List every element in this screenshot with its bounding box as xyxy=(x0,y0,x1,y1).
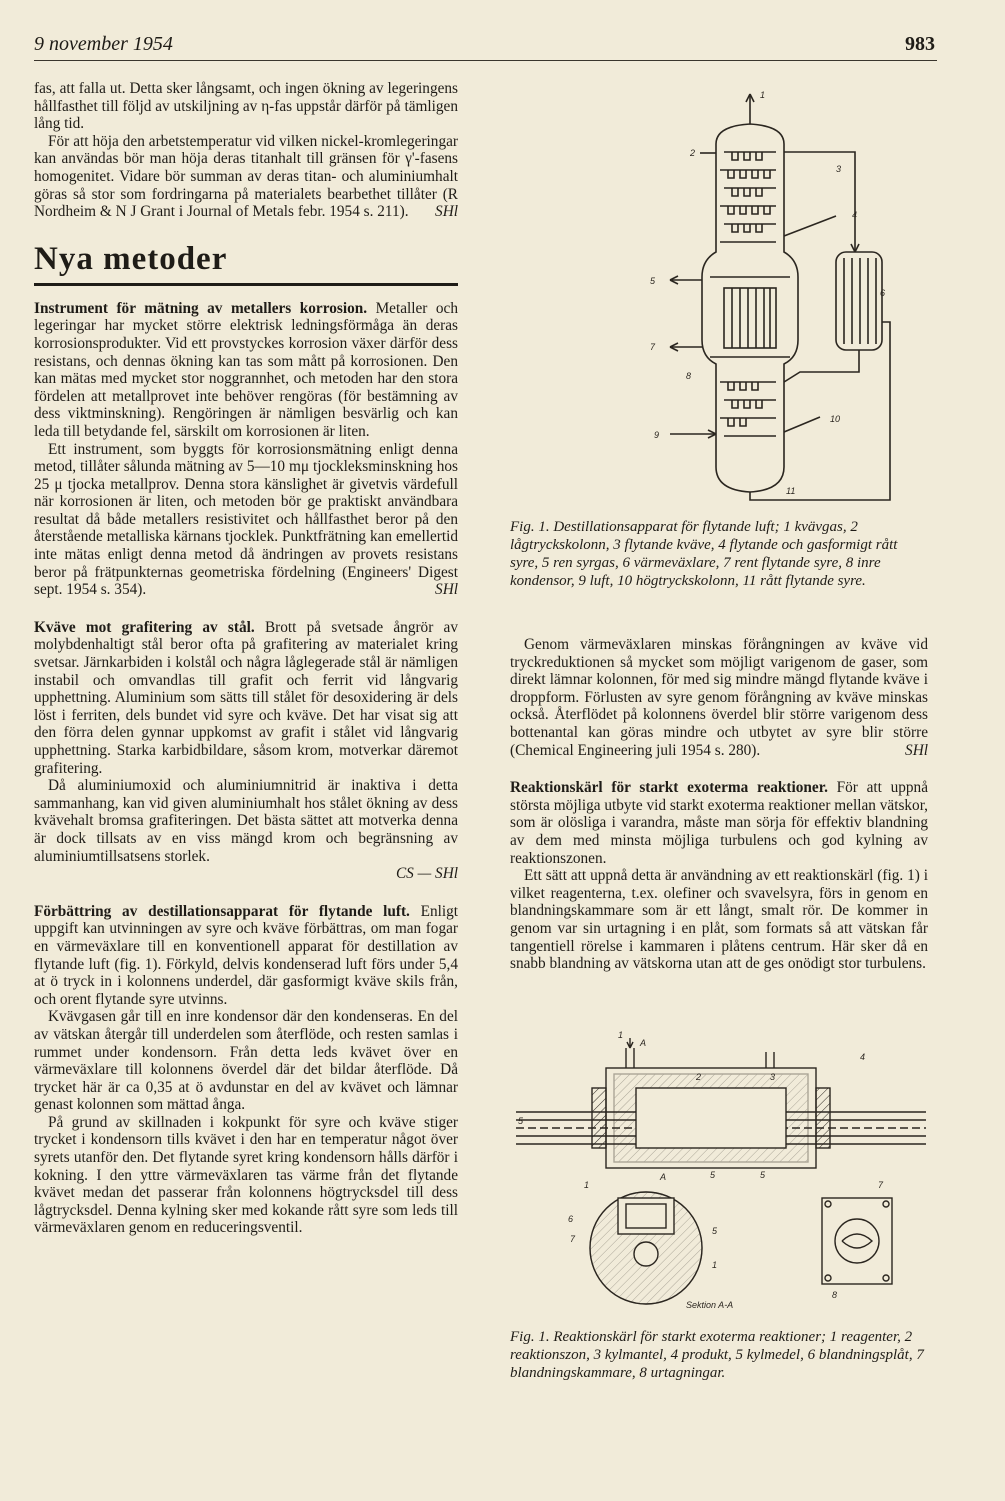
fig-bottom-label-5a: 5 xyxy=(710,1170,716,1180)
article-korrosion xyxy=(34,300,458,441)
fig-bottom-label-6: 6 xyxy=(568,1214,574,1224)
fig-top-label-4: 4 xyxy=(852,210,858,220)
fig-top-label-6: 6 xyxy=(880,288,886,298)
fig-top-label-1: 1 xyxy=(760,90,766,100)
header-date: 9 november 1954 xyxy=(34,33,173,55)
fig-bottom-label-7a: 7 xyxy=(878,1180,884,1190)
page-number: 983 xyxy=(905,33,935,55)
intro-paragraph-1: fas, att falla ut. Detta sker långsamt, och ingen ökning av legeringens hållfasthet till följd av utskiljning av η-fas uppstår därför på tämligen lång tid. xyxy=(34,80,458,133)
figure-bottom-caption: Fig. 1. Reaktionskärl för starkt exoterma reaktioner; 1 reagenter, 2 reaktionszon, 3 kylmantel, 4 produkt, 5 kylmedel, 6 blandningsplåt, 7 blandningskammare, 8 urtagningar. xyxy=(510,1329,924,1381)
left-column xyxy=(34,80,458,1237)
fig-top-label-2: 2 xyxy=(690,148,696,158)
intro-paragraph-2 xyxy=(34,133,458,221)
article-korrosion-p2: Ett instrument, som byggts för korrosionsmätning enligt denna metod, tillåter sålunda mätning av 5—10 mμ tjockleksminskning hos 25 μ tjocka metallprov. Denna stora känslighet är givetvis värdefull när korrosionen är liten, och metoden bör ge praktiskt användbara resultat då både metallers resistivitet och hållfasthet beror på den återstående metalliska kärnans tjocklek. Punktfrätning kan emellertid inte mätas enligt denna metod då ändringen av provets resistans beror på frätpunkternas geometriska fördelning (Engineers' Digest sept. 1954 s. 354). xyxy=(34,440,458,599)
reaction-vessel-figure xyxy=(506,1028,930,1318)
article-kvave-heading: Kväve mot grafitering av stål. xyxy=(34,618,255,636)
distillation-figure xyxy=(640,82,900,512)
fig-top-label-5: 5 xyxy=(650,276,656,286)
fig-bottom-label-A2: A xyxy=(660,1172,667,1182)
intro-signature: SHl xyxy=(435,203,458,221)
section-title: Nya metoder xyxy=(34,240,228,277)
article-kvave-signature: CS — SHl xyxy=(395,865,458,883)
article-destillation-p1: Enligt uppgift kan utvinningen av syre och kväve förbättras, om man fogar en värmeväxlare till en konventionell apparat för destillation av flytande luft (fig. 1). Förkyld, delvis kondenserad luft förs under 5,4 at ö tryck in i kolonnens underdel, där gasformigt kväve skils från, och orent flytande syre utvinns. xyxy=(34,902,459,1008)
fig-bottom-label-4: 4 xyxy=(860,1052,866,1062)
article-korrosion-p1: Metaller och legeringar har mycket större elektrisk ledningsförmåga än deras korrosionsprodukter. Vid ett provstyckes korrosion växer därför dess resistans, och dennas ökning kan tas som mått på korrosionen. Den kan mätas med mycket stor noggrannhet, och metoden har den stora fördelen att metallprovet inte behöver rengöras (för bestämning av dess viktminskning). Rengöringen är nämligen besvärlig och kan leda till betydande fel, särskilt om korrosionen är liten. xyxy=(34,299,458,440)
article-kvave-p2: Då aluminiumoxid och aluminiumnitrid är inaktiva i detta sammanhang, kan vid given aluminiumhalt hos stålet ökning av dess kvävehalt bromsa grafiteringen. Det bästa sättet att motverka denna är dock tillsats av en viss mängd krom och begränsning av aluminiumtillsatsens storlek. xyxy=(34,777,458,865)
fig-top-label-11: 11 xyxy=(786,486,796,496)
header-rule xyxy=(34,60,937,61)
fig-bottom-label-5b: 5 xyxy=(760,1170,766,1180)
fig-top-label-3: 3 xyxy=(836,164,842,174)
article-kvave-p1: Brott på svetsade ångrör av molybdenhaltigt stål beror ofta på grafitering av materialet kring svetsar. Järnkarbiden i kolstål och några låglegerade stål är nämligen instabil och omvandlas till grafit och ferrit vid långvarig upphettning. Aluminium som sätts till stålet för desoxidering är dels löst i ferriten, dels bundet vid syre och kväve. Det har visat sig att den förra delen gynnar uppkomst av grafit i stålet vid långvarig upphettning. Starka karbidbildare, såsom krom, motverkar däremot grafitering. xyxy=(34,618,458,777)
fig-bottom-label-1: 1 xyxy=(618,1030,624,1040)
article-destillation-p4-block xyxy=(510,636,928,759)
article-reaktionskarl-heading: Reaktionskärl för starkt exoterma reaktioner. xyxy=(510,779,828,797)
fig-bottom-label-7b: 7 xyxy=(570,1234,576,1244)
figure-top-caption: Fig. 1. Destillationsapparat för flytande luft; 1 kvävgas, 2 lågtryckskolonn, 3 flytande kväve, 4 flytande och gasformigt rått syre, 5 ren syrgas, 6 värmeväxlare, 7 rent flytande syre, 8 inre kondensor, 9 luft, 10 högtryckskolonn, 11 rått flytande syre. xyxy=(510,519,898,589)
article-reaktionskarl xyxy=(510,779,928,867)
article-destillation-p4: Genom värmeväxlaren minskas förångningen av kväve vid tryckreduktionen så mycket som möjligt varigenom de gaser, som direkt lämnar kolonnen, för med sig mindre mängd flytande kväve i droppform. Förlusten av syre genom förångning av kväve minskas också. Återflödet på kolonnens överdel blir större varigenom dess bottenantal kan göras mindre och utbytet av syre blir större (Chemical Engineering juli 1954 s. 280). xyxy=(510,636,928,759)
fig-bottom-label-8: 8 xyxy=(832,1290,838,1300)
fig-top-label-9: 9 xyxy=(654,430,660,440)
fig-top-label-8: 8 xyxy=(686,371,692,381)
fig-top-label-10: 10 xyxy=(830,414,841,424)
fig-bottom-label-3: 3 xyxy=(770,1072,776,1082)
article-korrosion-heading: Instrument för mätning av metallers korrosion. xyxy=(34,299,368,317)
fig-bottom-label-5-left: 5 xyxy=(518,1116,524,1126)
fig-bottom-label-A: A xyxy=(640,1038,647,1048)
fig-bottom-label-1b: 1 xyxy=(584,1180,590,1190)
fig-top-label-7: 7 xyxy=(650,342,656,352)
fig-bottom-label-1c: 1 xyxy=(712,1260,718,1270)
intro-paragraph-2-text: För att höja den arbetstemperatur vid vilken nickel-kromlegeringar kan användas bör man höja deras titanhalt till gränsen för γ'-fasens homogenitet. Vidare bör summan av deras titan- och aluminiumhalt göras så stor som fordringarna på materialets bearbethet tillåter (R Nordheim & N J Grant i Journal of Metals febr. 1954 s. 211). xyxy=(34,132,458,221)
right-column xyxy=(510,636,928,973)
section-rule xyxy=(34,283,458,286)
article-destillation-p3: På grund av skillnaden i kokpunkt för syre och kväve stiger trycket i kondensorn tills kvävet i den har en temperatur något över syrets utanför den. Det flytande syret kring kondensorn hålls därför i kokning. I den yttre värmeväxlaren tas värme från det flytande kvävet medan det passerar från kolonnens högtrycksdel till dess lågtrycksdel. Denna kylning sker med kokande rått syre som leds till värmeväxlaren genom en reduceringsventil. xyxy=(34,1113,458,1237)
article-reaktionskarl-p1: För att uppnå största möjliga utbyte vid starkt exoterma reaktioner mellan vätskor, som är olösliga i varandra, måste man sörja för effektiv blandning av dem med minsta möjliga turbulens och god kylning av reaktionszonen. xyxy=(510,779,928,867)
article-kvave xyxy=(34,619,458,777)
article-destillation-p2: Kvävgasen går till en inre kondensor där den kondenseras. En del av vätskan återgår till underdelen som återflöde, och resten samlas i rummet under kondensorn. Från detta leds kvävet över en värmeväxlare till kolonnens överdel där det bildar återflöde. Då trycket här är ca 0,35 at ö avdunstar en del av kvävet och lämnar genast kolonnen som mättad ånga. xyxy=(34,1008,458,1114)
fig-bottom-label-2: 2 xyxy=(696,1072,702,1082)
article-korrosion-p2-block xyxy=(34,441,458,599)
article-destillation-signature: SHl xyxy=(905,741,928,759)
fig-bottom-label-5c: 5 xyxy=(712,1226,718,1236)
article-reaktionskarl-p2: Ett sätt att uppnå detta är användning av ett reaktionskärl (fig. 1) i vilket reagenterna, t.ex. olefiner och svavelsyra, förs in genom en blandningskammare som är ett långt, smalt rör. De kommer in genom var sin urtagning i en plåt, som formats så att vätskan får tangentiell rörelse i kammaren i plåtens centrum. Här sker då en snabb blandning av vätskorna utan att de ges onödigt stor turbulens. xyxy=(510,867,928,973)
article-korrosion-signature: SHl xyxy=(435,581,458,599)
article-destillation-heading: Förbättring av destillationsapparat för flytande luft. xyxy=(34,902,410,920)
section-label: Sektion A-A xyxy=(686,1300,734,1310)
article-destillation xyxy=(34,903,458,1009)
